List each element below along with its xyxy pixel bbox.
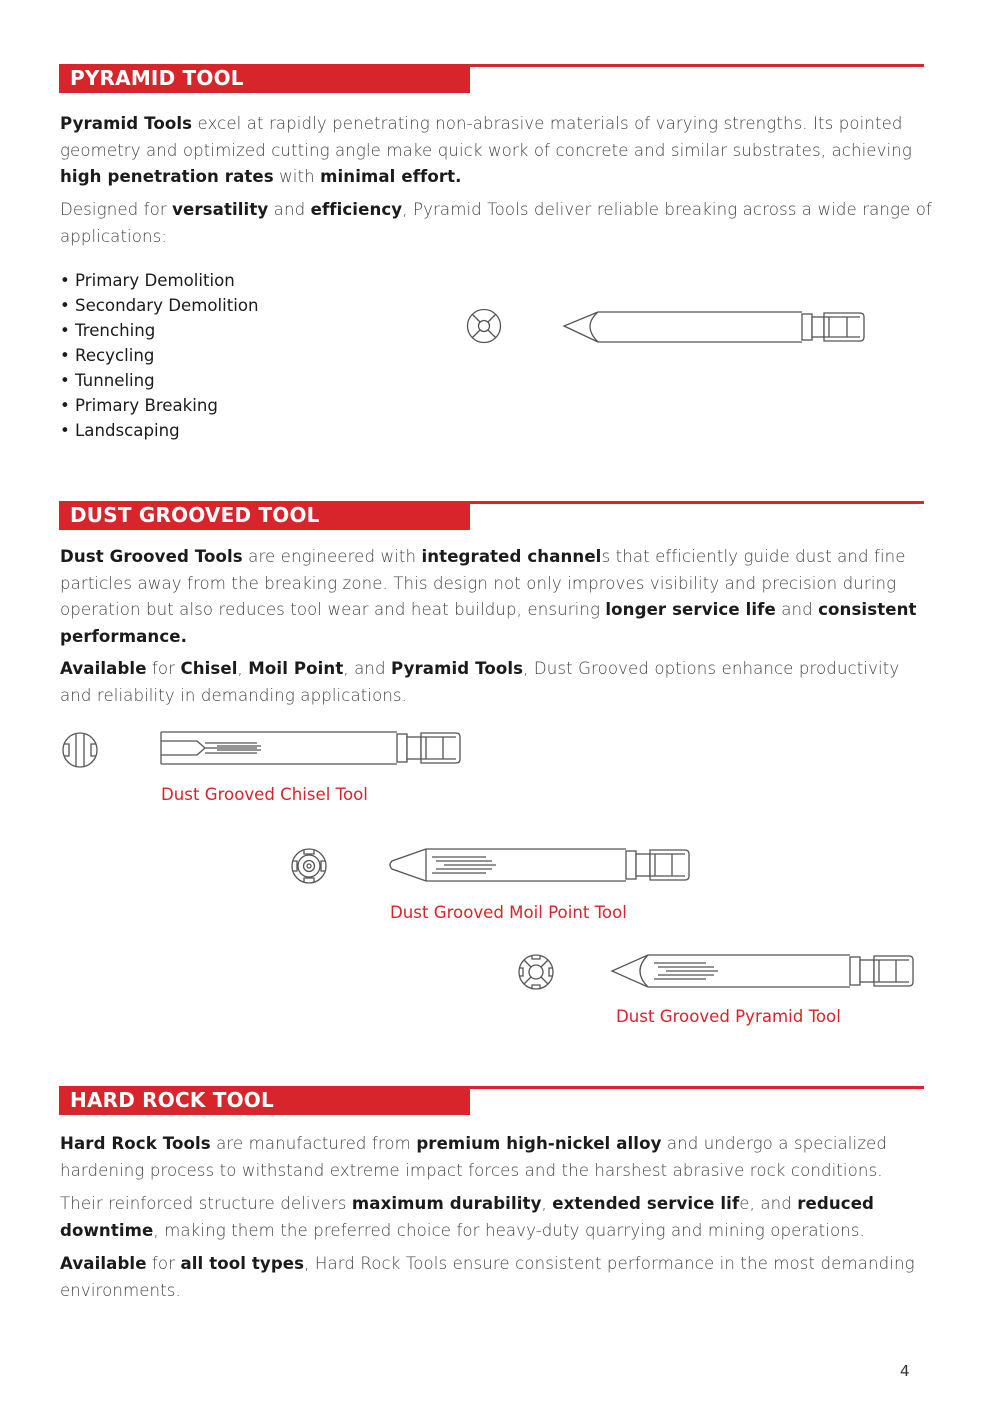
emphasis-text: extended service lif (552, 1194, 740, 1213)
emphasis-text: high penetration rates (60, 167, 274, 186)
list-item: • Primary Breaking (60, 396, 218, 415)
body-text: for (146, 1254, 181, 1273)
pyramid-tool-side-view-icon (562, 310, 866, 346)
emphasis-text: Available (60, 1254, 147, 1273)
body-text: and (775, 600, 819, 619)
moil-point-end-view-icon (290, 847, 328, 885)
body-text: are engineered with (242, 547, 422, 566)
list-item: • Secondary Demolition (60, 296, 259, 315)
pyramid-paragraph-1 (60, 111, 935, 191)
emphasis-text: Available (60, 659, 147, 678)
body-text: s that efficiently guide dust and fine particles away from the breaking zone. This design not only improves visibility and precision during operation but also reduces tool wear and heat buildup, ensuring (60, 547, 906, 619)
section-title-pyramid: PYRAMID TOOL (59, 64, 470, 93)
page-number: 4 (900, 1362, 910, 1380)
pyramid-tool-end-view-icon (466, 309, 502, 345)
hardrock-paragraph-3 (60, 1251, 935, 1304)
list-item: • Recycling (60, 346, 155, 365)
body-text: , (541, 1194, 553, 1213)
body-text: , Hard Rock Tools ensure consistent performance in the most demanding environments. (60, 1254, 915, 1300)
pyramid-paragraph-2 (60, 197, 935, 250)
emphasis-text: versatility (172, 200, 269, 219)
emphasis-text: reduced downtime (60, 1194, 875, 1240)
emphasis-text: Chisel (180, 659, 238, 678)
dust-pyramid-caption: Dust Grooved Pyramid Tool (616, 1007, 841, 1026)
chisel-tool-side-view-icon (157, 730, 463, 768)
section-rule-hardrock (470, 1086, 924, 1089)
emphasis-text: integrated channel (421, 547, 602, 566)
emphasis-text: Pyramid Tools (391, 659, 524, 678)
section-title-dust: DUST GROOVED TOOL (59, 501, 470, 530)
body-text: with (273, 167, 321, 186)
dust-pyramid-end-view-icon (517, 953, 555, 991)
body-text: and (268, 200, 311, 219)
list-item: • Trenching (60, 321, 156, 340)
emphasis-text: Dust Grooved Tools (60, 547, 243, 566)
body-text: Designed for (60, 200, 173, 219)
moil-point-caption: Dust Grooved Moil Point Tool (390, 903, 627, 922)
chisel-caption: Dust Grooved Chisel Tool (161, 785, 368, 804)
application-list (60, 268, 259, 443)
emphasis-text: premium high-nickel alloy (416, 1134, 662, 1153)
emphasis-text: Moil Point (248, 659, 344, 678)
body-text: and undergo a specialized hardening process to withstand extreme impact forces and the harshest abrasive rock conditions. (60, 1134, 887, 1180)
body-text: e, and (739, 1194, 798, 1213)
list-item: • Landscaping (60, 421, 180, 440)
emphasis-text: longer service life (605, 600, 776, 619)
emphasis-text: Pyramid Tools (60, 114, 193, 133)
emphasis-text: minimal effort. (320, 167, 462, 186)
list-item: • Primary Demolition (60, 271, 235, 290)
list-item: • Tunneling (60, 371, 155, 390)
hardrock-paragraph-2 (60, 1191, 935, 1244)
dust-paragraph-2 (60, 656, 935, 709)
body-text: , making them the preferred choice for heavy-duty quarrying and mining operations. (153, 1220, 865, 1240)
body-text: , and (343, 659, 392, 678)
body-text: , Pyramid Tools deliver reliable breaking across a wide range of applications: (60, 200, 932, 246)
moil-point-side-view-icon (386, 847, 692, 885)
section-title-hardrock: HARD ROCK TOOL (59, 1086, 470, 1115)
body-text: excel at rapidly penetrating non-abrasive materials of varying strengths. Its pointed geometry and optimized cutting angle make quick work of concrete and similar substrates, achieving (60, 114, 912, 160)
section-rule-dust (470, 501, 924, 504)
hardrock-paragraph-1 (60, 1131, 935, 1184)
section-rule-pyramid (470, 64, 924, 67)
emphasis-text: efficiency (310, 200, 403, 219)
dust-pyramid-side-view-icon (610, 953, 916, 991)
body-text: are manufactured from (210, 1134, 417, 1153)
body-text: , (237, 659, 249, 678)
emphasis-text: Hard Rock Tools (60, 1134, 211, 1153)
emphasis-text: maximum durability (351, 1194, 542, 1213)
dust-paragraph-1 (60, 544, 935, 650)
emphasis-text: all tool types (180, 1254, 305, 1273)
body-text: for (146, 659, 181, 678)
chisel-tool-end-view-icon (61, 731, 99, 769)
body-text: , Dust Grooved options enhance productivity and reliability in demanding applications. (60, 659, 900, 705)
emphasis-text: consistent performance. (60, 600, 917, 646)
body-text: Their reinforced structure delivers (60, 1194, 352, 1213)
